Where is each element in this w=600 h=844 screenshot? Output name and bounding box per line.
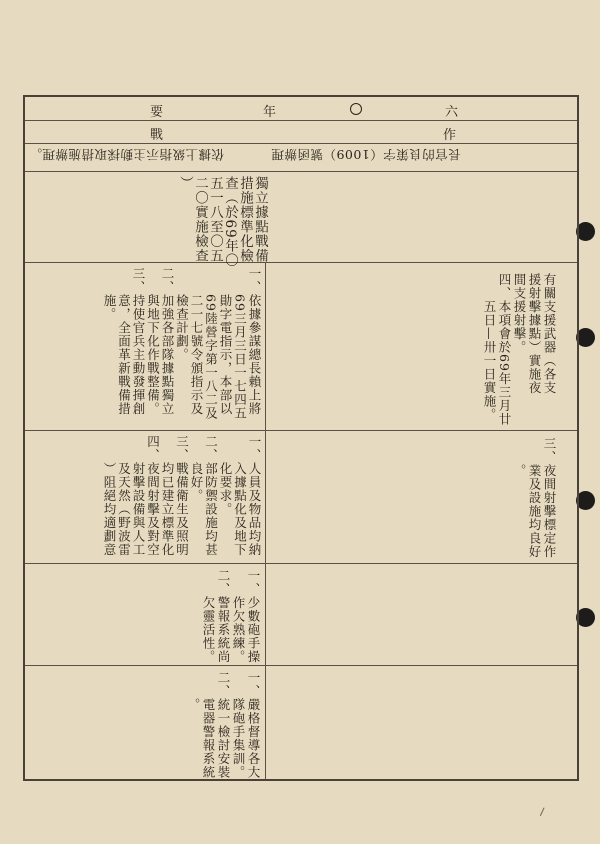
row3-right-text: 三、夜間射擊標定作 業及設施均良好 。: [512, 437, 557, 559]
header-char: 作: [443, 128, 458, 143]
row5-left-text: 一、嚴格督導各大 隊砲手集訓。 二、統一檢討安裝 電器警報系統 。: [186, 671, 261, 779]
row4-left-text: 一、少數砲手操 作欠熟練。 二、警報系統尚 欠靈活性。: [201, 569, 261, 664]
header-char: 年: [263, 105, 278, 120]
banner-right: 長官的良策字（1009）號函辦理: [271, 147, 461, 162]
column-divider: [265, 262, 266, 779]
header-circle: [350, 103, 362, 115]
row2-right-text: 有關支援武器（各支 援射擊據點）實施夜 間支援射擊。 四、本項會於69年三月廿 五日—卅一日實施。: [482, 273, 557, 426]
form-table: [23, 95, 579, 781]
header-char: 六: [445, 105, 460, 120]
pencil-mark: [534, 805, 544, 816]
row1-left-text: 獨立據點戰備 措施標準化檢 查（於69年〇 五一八至〇五 二〇實施檢查 ）: [177, 176, 268, 268]
banner-left: 依據上級指示主動採取措施辦理。: [29, 147, 225, 162]
row2-left-text: 一、依據參謀總長賴上將 69三月三日一七四五 勛字電指示，本部以 69陸營字第一八二及 二一七號令頒指示及 檢查計劃。 二、加強各部隊據點獨立 與地下化作戰整備。 三、持使官兵主動發揮創 意，全面革新戰備措 施。: [102, 267, 262, 420]
row3-left-text: 一、人員及物品均納 入據點化及地下 化要求。 二、部防禦設施均甚 良好。 三、戰備衛生及照明 均已建立標準化 四、夜間射擊及對空 射擊設備與人工 及天然（野波雷 ）阻絕均適劃意: [102, 435, 262, 557]
header-char: 要: [150, 105, 165, 120]
header-char: 戰: [150, 128, 165, 143]
